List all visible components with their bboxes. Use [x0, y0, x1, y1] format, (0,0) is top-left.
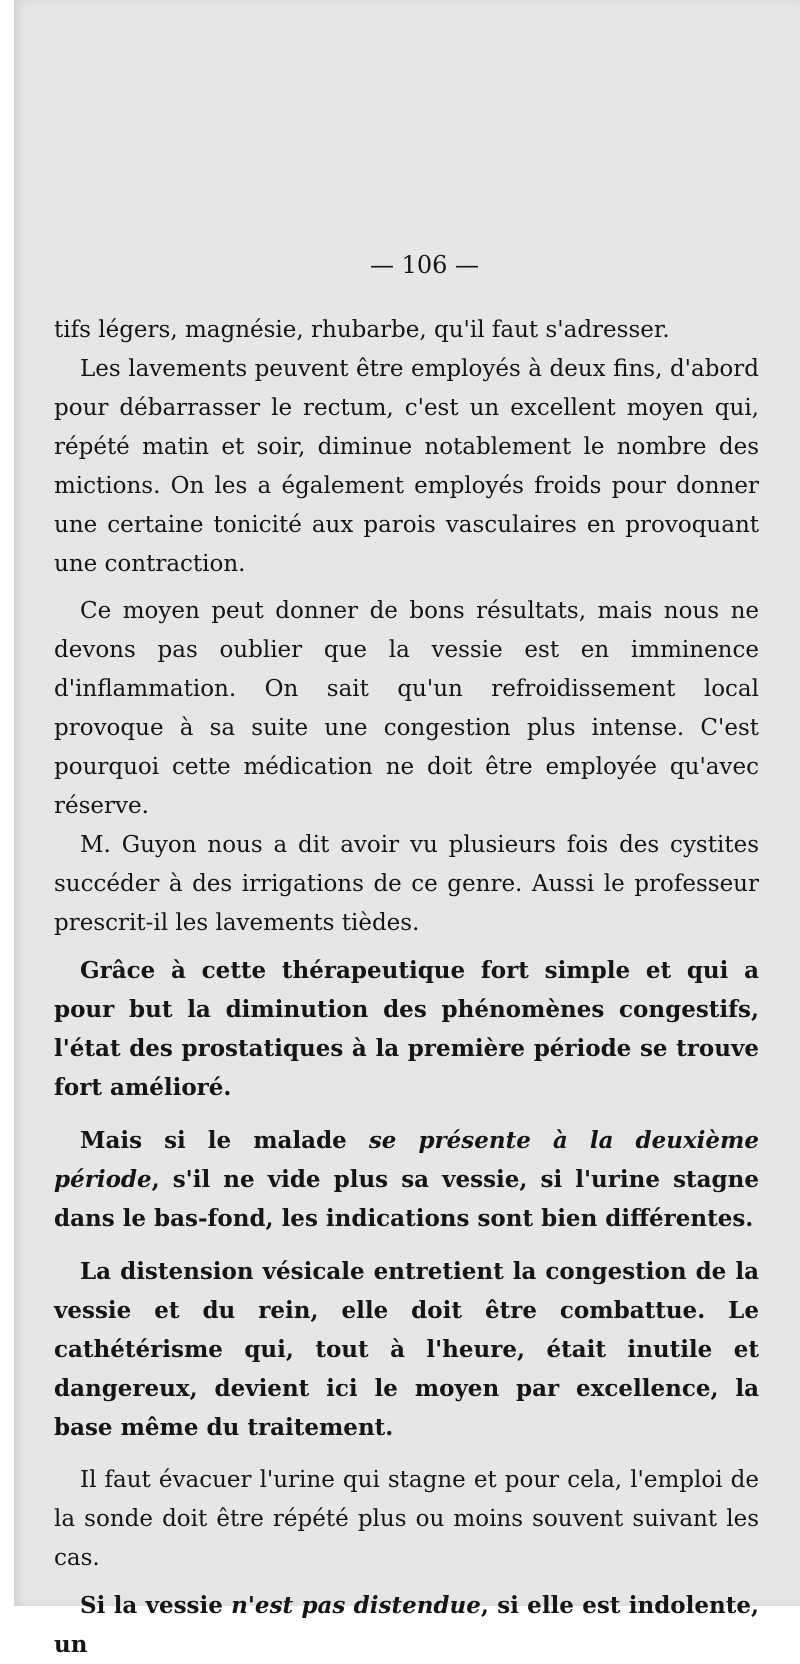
paragraph-lavements: Les lavements peuvent être employés à deux fins, d'abord pour débarrasser le rectum, c'est un excellent moyen qui, répété matin et soir, diminue notablement le nombre des mictions. On les a également employés froids pour donner une certaine tonicité aux parois vasculaires en provoquant une contraction.	[54, 356, 759, 577]
paragraph-deuxieme-periode-after: , s'il ne vide plus sa vessie, si l'urine stagne dans le bas-fond, les indications sont bien différentes.	[54, 1166, 759, 1232]
paragraph-si-la-vessie-emphasis: n'est pas distendue	[231, 1592, 481, 1619]
paragraph-therapeutique: Grâce à cette thérapeutique fort simple et qui a pour but la diminution des phénomènes congestifs, l'état des prostatiques à la première période se trouve fort amélioré.	[54, 957, 759, 1101]
paragraph-moyen: Ce moyen peut donner de bons résultats, mais nous ne devons pas oublier que la vessie est en imminence d'inflammation. On sait qu'un refroidissement local provoque à sa suite une congestion plus intense. C'est pourquoi cette médication ne doit être employée qu'avec réserve.	[54, 598, 759, 819]
paragraph-si-la-vessie	[54, 1586, 759, 1664]
paragraph-deuxieme-periode-before: Mais si le malade	[80, 1127, 369, 1154]
page-number: — 106 —	[369, 251, 480, 279]
paragraph-deuxieme-periode-emphasis: se présente à la deuxième période	[54, 1127, 759, 1193]
paragraph-continuation: tifs légers, magnésie, rhubarbe, qu'il faut s'adresser.	[54, 317, 670, 343]
paragraph-evacuer: Il faut évacuer l'urine qui stagne et pour cela, l'emploi de la sonde doit être répété plus ou moins souvent suivant les cas.	[54, 1467, 759, 1571]
page-content	[54, 246, 759, 1664]
book-page	[14, 0, 800, 1658]
paragraph-si-la-vessie-before: Si la vessie	[80, 1592, 232, 1619]
paragraph-si-la-vessie-after: , si elle est indolente, un	[54, 1592, 759, 1658]
paragraph-deuxieme-periode	[54, 1121, 759, 1238]
paragraph-distension: La distension vésicale entretient la congestion de la vessie et du rein, elle doit être combattue. Le cathétérisme qui, tout à l'heure, était inutile et dangereux, devient ici le moyen par excellence, la base même du traitement.	[54, 1258, 759, 1441]
paragraph-guyon: M. Guyon nous a dit avoir vu plusieurs fois des cystites succéder à des irrigations de ce genre. Aussi le professeur prescrit-il les lavements tièdes.	[54, 832, 759, 936]
